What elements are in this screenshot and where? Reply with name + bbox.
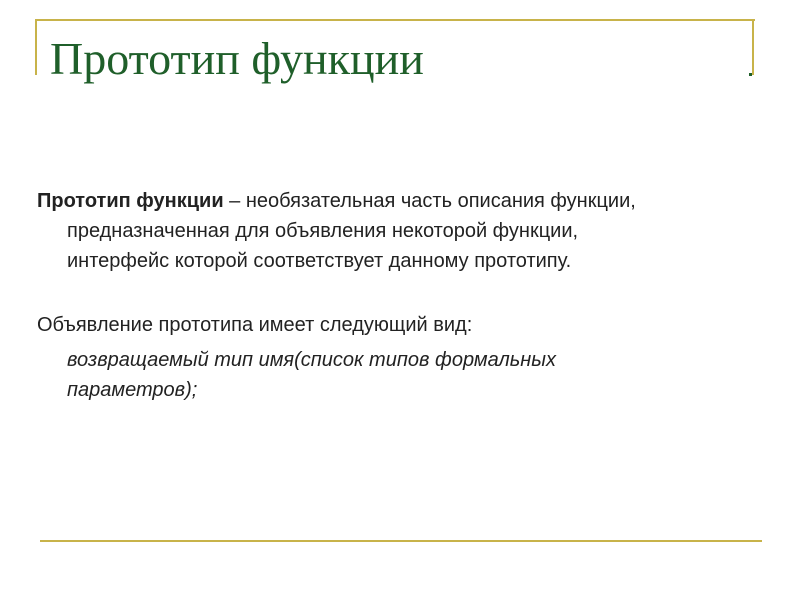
frame-left-line [35, 19, 37, 75]
definition-line-3: интерфейс которой соответствует данному прототипу. [67, 250, 572, 272]
declaration-intro: Объявление прототипа имеет следующий вид: [37, 314, 473, 336]
frame-top-line [35, 19, 755, 21]
syntax-line-1: возвращаемый тип имя(список типов формальных [67, 349, 557, 371]
frame-right-line [752, 19, 754, 75]
title-dot [749, 73, 752, 76]
definition-line-1: – необязательная часть описания функции, [223, 190, 636, 212]
definition-term: Прототип функции [37, 190, 224, 212]
slide-title: Прототип функции [50, 33, 424, 84]
frame-bottom-line [40, 540, 762, 542]
prototype-syntax [67, 345, 707, 405]
definition-line-2: предназначенная для объявления некоторой функции, [67, 220, 579, 242]
definition-paragraph [37, 186, 757, 276]
syntax-line-2: параметров); [67, 379, 198, 401]
